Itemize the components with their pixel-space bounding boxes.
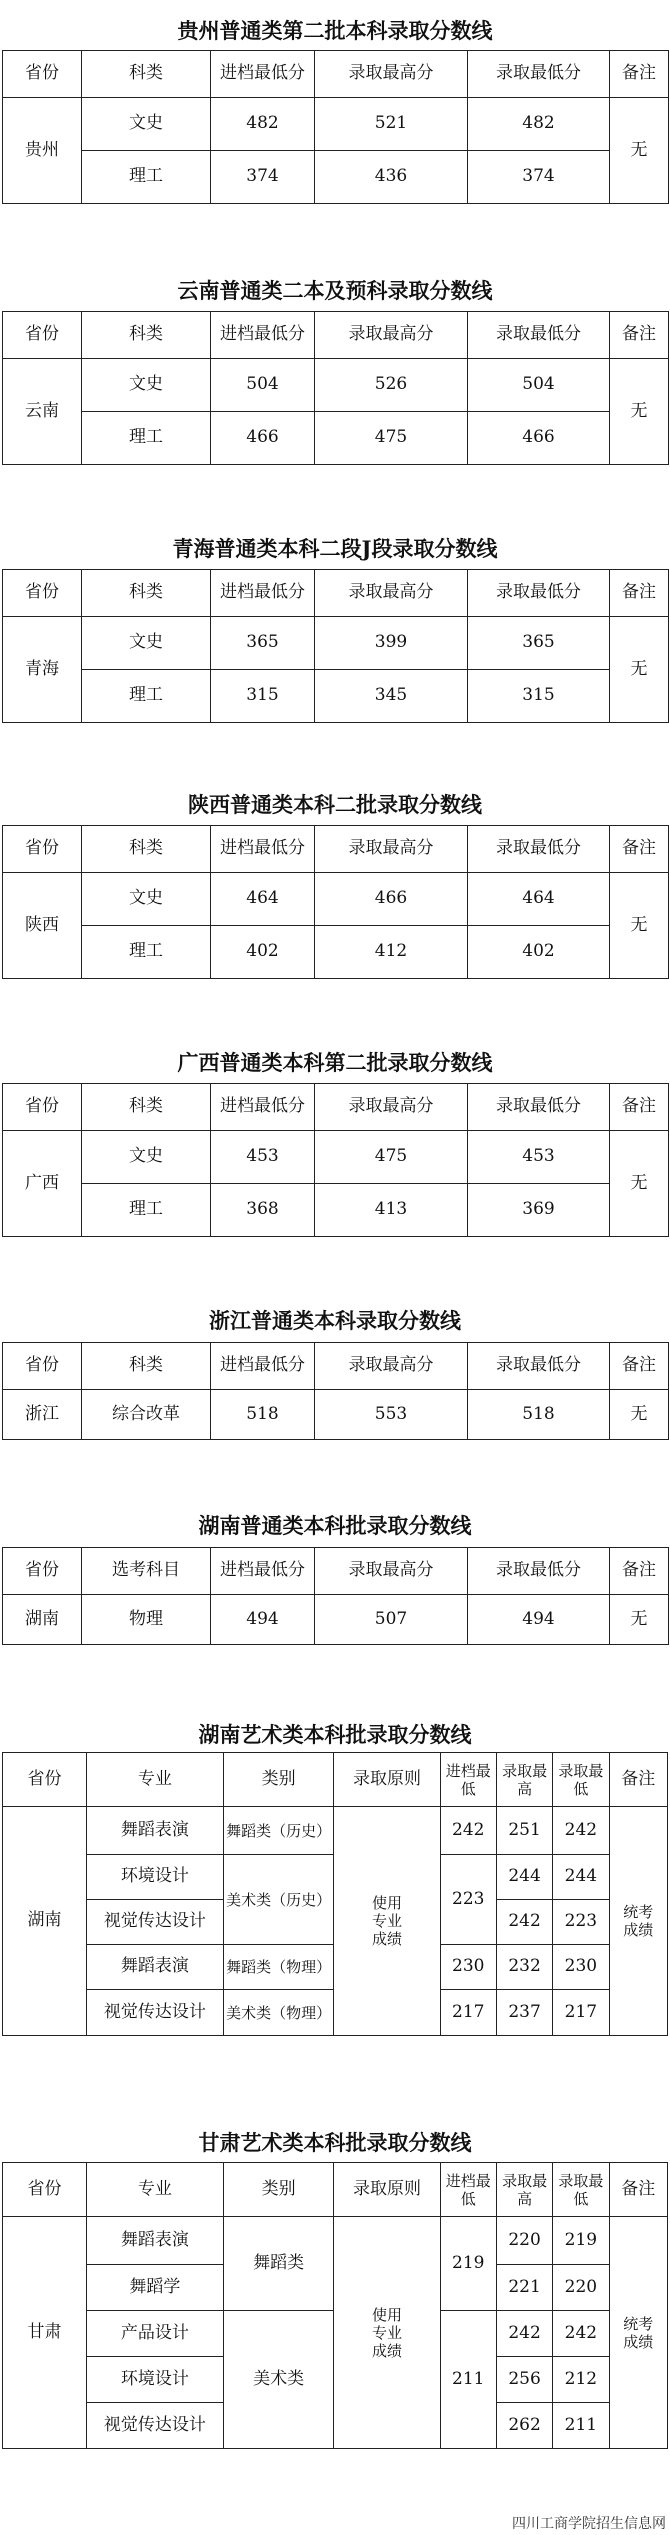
category-cell: 美术类（物理） xyxy=(223,1990,333,2036)
table-row xyxy=(3,1184,669,1237)
header-cell: 进档最低分 xyxy=(211,826,315,873)
value-cell: 507 xyxy=(315,1595,468,1645)
header-cell: 省份 xyxy=(3,51,82,98)
header-cell: 进档最低分 xyxy=(211,1084,315,1131)
value-cell: 412 xyxy=(315,926,468,979)
header-cell: 科类 xyxy=(82,1343,211,1390)
value-cell: 理工 xyxy=(82,926,211,979)
value-cell: 475 xyxy=(315,1131,468,1184)
value-cell: 475 xyxy=(315,412,468,465)
value-cell: 文史 xyxy=(82,1131,211,1184)
header-cell: 省份 xyxy=(3,1753,87,1807)
min-cell: 212 xyxy=(553,2357,609,2403)
category-cell: 美术类（历史） xyxy=(223,1855,333,1945)
max-cell: 256 xyxy=(496,2357,552,2403)
value-cell: 文史 xyxy=(82,873,211,926)
value-cell: 文史 xyxy=(82,98,211,151)
min-cell: 219 xyxy=(553,2217,609,2265)
max-cell: 232 xyxy=(496,1945,552,1990)
header-cell: 进档最低分 xyxy=(211,1343,315,1390)
table-header-row xyxy=(3,51,669,98)
header-cell: 科类 xyxy=(82,51,211,98)
major-cell: 环境设计 xyxy=(86,1855,223,1900)
note-cell: 无 xyxy=(610,1390,669,1440)
table-header-row xyxy=(3,1548,669,1595)
value-cell: 453 xyxy=(468,1131,610,1184)
province-cell: 湖南 xyxy=(3,1807,87,2036)
value-cell: 374 xyxy=(211,151,315,204)
major-cell: 舞蹈表演 xyxy=(86,1807,223,1855)
province-cell: 广西 xyxy=(3,1131,82,1237)
header-cell: 省份 xyxy=(3,312,82,359)
value-cell: 315 xyxy=(211,670,315,723)
max-cell: 251 xyxy=(496,1807,552,1855)
value-cell: 理工 xyxy=(82,151,211,204)
table-row xyxy=(3,617,669,670)
header-cell: 录取最低分 xyxy=(468,51,610,98)
header-cell: 录取最高分 xyxy=(315,1343,468,1390)
value-cell: 413 xyxy=(315,1184,468,1237)
header-cell: 录取最高 xyxy=(496,2163,552,2217)
header-cell: 录取最高分 xyxy=(315,826,468,873)
header-cell: 备注 xyxy=(610,1084,669,1131)
value-cell: 综合改革 xyxy=(82,1390,211,1440)
min-in-cell: 219 xyxy=(440,2217,496,2311)
min-in-cell: 217 xyxy=(440,1990,496,2036)
site-footer: 四川工商学院招生信息网 xyxy=(512,2516,666,2532)
category-cell: 舞蹈类（物理） xyxy=(223,1945,333,1990)
header-cell: 备注 xyxy=(610,312,669,359)
value-cell: 365 xyxy=(211,617,315,670)
major-cell: 舞蹈学 xyxy=(86,2265,223,2311)
score-table xyxy=(2,1547,669,1645)
value-cell: 理工 xyxy=(82,412,211,465)
table-header-row xyxy=(3,1753,668,1807)
table-row xyxy=(3,926,669,979)
province-cell: 贵州 xyxy=(3,98,82,204)
header-cell: 进档最低 xyxy=(440,1753,496,1807)
category-cell: 舞蹈类 xyxy=(223,2217,333,2311)
category-cell: 美术类 xyxy=(223,2311,333,2449)
note-cell: 无 xyxy=(610,1131,669,1237)
min-cell: 211 xyxy=(553,2403,609,2449)
section-title: 贵州普通类第二批本科录取分数线 xyxy=(177,18,493,43)
min-cell: 244 xyxy=(553,1855,609,1900)
value-cell: 文史 xyxy=(82,617,211,670)
header-cell: 科类 xyxy=(82,312,211,359)
header-cell: 备注 xyxy=(609,2163,667,2217)
table-header-row xyxy=(3,1084,669,1131)
header-cell: 录取最高 xyxy=(496,1753,552,1807)
header-cell: 进档最低分 xyxy=(211,570,315,617)
major-cell: 舞蹈表演 xyxy=(86,2217,223,2265)
min-cell: 230 xyxy=(553,1945,609,1990)
min-cell: 242 xyxy=(553,1807,609,1855)
table-row xyxy=(3,1131,669,1184)
min-in-cell: 223 xyxy=(440,1855,496,1945)
header-cell: 专业 xyxy=(86,1753,223,1807)
header-cell: 省份 xyxy=(3,570,82,617)
value-cell: 文史 xyxy=(82,359,211,412)
header-cell: 备注 xyxy=(609,1753,667,1807)
header-cell: 备注 xyxy=(610,826,669,873)
major-cell: 视觉传达设计 xyxy=(86,2403,223,2449)
major-cell: 视觉传达设计 xyxy=(86,1900,223,1945)
table-header-row xyxy=(3,826,669,873)
header-cell: 录取最低分 xyxy=(468,826,610,873)
header-cell: 进档最低分 xyxy=(211,51,315,98)
table-row xyxy=(3,1807,668,1855)
table-row xyxy=(3,412,669,465)
header-cell: 科类 xyxy=(82,1084,211,1131)
header-cell: 省份 xyxy=(3,826,82,873)
max-cell: 221 xyxy=(496,2265,552,2311)
header-cell: 录取最高分 xyxy=(315,570,468,617)
province-cell: 云南 xyxy=(3,359,82,465)
header-cell: 进档最低 xyxy=(440,2163,496,2217)
note-cell: 统考成绩 xyxy=(609,2217,667,2449)
value-cell: 553 xyxy=(315,1390,468,1440)
major-cell: 环境设计 xyxy=(86,2357,223,2403)
value-cell: 理工 xyxy=(82,670,211,723)
min-cell: 223 xyxy=(553,1900,609,1945)
hunan-art-table xyxy=(2,1752,668,2036)
table-row xyxy=(3,1390,669,1440)
value-cell: 436 xyxy=(315,151,468,204)
table-row xyxy=(3,98,669,151)
table-row xyxy=(3,151,669,204)
value-cell: 理工 xyxy=(82,1184,211,1237)
table-row xyxy=(3,359,669,412)
min-in-cell: 211 xyxy=(440,2311,496,2449)
section-title: 湖南普通类本科批录取分数线 xyxy=(198,1513,472,1538)
header-cell: 科类 xyxy=(82,826,211,873)
value-cell: 物理 xyxy=(82,1595,211,1645)
section-title: 青海普通类本科二段J段录取分数线 xyxy=(172,536,498,561)
value-cell: 374 xyxy=(468,151,610,204)
value-cell: 466 xyxy=(211,412,315,465)
header-cell: 录取最低 xyxy=(553,1753,609,1807)
table-header-row xyxy=(3,2163,668,2217)
header-cell: 类别 xyxy=(223,1753,333,1807)
header-cell: 省份 xyxy=(3,1084,82,1131)
note-cell: 无 xyxy=(610,873,669,979)
max-cell: 220 xyxy=(496,2217,552,2265)
table-header-row xyxy=(3,312,669,359)
rule-cell: 使用专业成绩 xyxy=(334,1807,440,2036)
header-cell: 进档最低分 xyxy=(211,312,315,359)
hunan-art-title: 湖南艺术类本科批录取分数线 xyxy=(198,1722,472,1747)
header-cell: 科类 xyxy=(82,570,211,617)
min-in-cell: 230 xyxy=(440,1945,496,1990)
min-cell: 220 xyxy=(553,2265,609,2311)
header-cell: 省份 xyxy=(3,1548,82,1595)
header-cell: 备注 xyxy=(610,1548,669,1595)
header-cell: 录取最低分 xyxy=(468,312,610,359)
province-cell: 青海 xyxy=(3,617,82,723)
max-cell: 242 xyxy=(496,2311,552,2357)
value-cell: 315 xyxy=(468,670,610,723)
header-cell: 类别 xyxy=(223,2163,333,2217)
min-cell: 217 xyxy=(553,1990,609,2036)
major-cell: 舞蹈表演 xyxy=(86,1945,223,1990)
value-cell: 466 xyxy=(315,873,468,926)
value-cell: 494 xyxy=(468,1595,610,1645)
header-cell: 录取最低分 xyxy=(468,570,610,617)
table-row xyxy=(3,873,669,926)
table-row xyxy=(3,1595,669,1645)
header-cell: 录取原则 xyxy=(334,2163,440,2217)
value-cell: 399 xyxy=(315,617,468,670)
value-cell: 368 xyxy=(211,1184,315,1237)
value-cell: 402 xyxy=(211,926,315,979)
value-cell: 402 xyxy=(468,926,610,979)
major-cell: 产品设计 xyxy=(86,2311,223,2357)
value-cell: 453 xyxy=(211,1131,315,1184)
header-cell: 备注 xyxy=(610,570,669,617)
header-cell: 省份 xyxy=(3,2163,87,2217)
note-cell: 无 xyxy=(610,359,669,465)
max-cell: 237 xyxy=(496,1990,552,2036)
header-cell: 录取最低分 xyxy=(468,1084,610,1131)
rule-cell: 使用专业成绩 xyxy=(334,2217,440,2449)
note-cell: 无 xyxy=(610,98,669,204)
header-cell: 录取最高分 xyxy=(315,51,468,98)
score-table xyxy=(2,50,669,204)
gansu-art-table xyxy=(2,2162,668,2449)
header-cell: 专业 xyxy=(86,2163,223,2217)
table-row xyxy=(3,2217,668,2265)
score-table xyxy=(2,1342,669,1440)
table-header-row xyxy=(3,1343,669,1390)
max-cell: 262 xyxy=(496,2403,552,2449)
value-cell: 464 xyxy=(211,873,315,926)
score-table xyxy=(2,1083,669,1237)
min-in-cell: 242 xyxy=(440,1807,496,1855)
province-cell: 浙江 xyxy=(3,1390,82,1440)
section-title: 陕西普通类本科二批录取分数线 xyxy=(188,792,482,817)
section-title: 云南普通类二本及预科录取分数线 xyxy=(177,278,493,303)
province-cell: 陕西 xyxy=(3,873,82,979)
note-cell: 无 xyxy=(610,1595,669,1645)
table-row xyxy=(3,670,669,723)
max-cell: 244 xyxy=(496,1855,552,1900)
value-cell: 521 xyxy=(315,98,468,151)
gansu-art-title: 甘肃艺术类本科批录取分数线 xyxy=(198,2130,472,2155)
min-cell: 242 xyxy=(553,2311,609,2357)
header-cell: 省份 xyxy=(3,1343,82,1390)
province-cell: 甘肃 xyxy=(3,2217,87,2449)
header-cell: 录取最高分 xyxy=(315,1084,468,1131)
value-cell: 482 xyxy=(468,98,610,151)
header-cell: 录取最低分 xyxy=(468,1343,610,1390)
value-cell: 482 xyxy=(211,98,315,151)
header-cell: 录取最高分 xyxy=(315,312,468,359)
header-cell: 录取原则 xyxy=(334,1753,440,1807)
header-cell: 选考科目 xyxy=(82,1548,211,1595)
value-cell: 464 xyxy=(468,873,610,926)
section-title: 浙江普通类本科录取分数线 xyxy=(209,1308,461,1333)
note-cell: 无 xyxy=(610,617,669,723)
section-title: 广西普通类本科第二批录取分数线 xyxy=(177,1050,493,1075)
header-cell: 录取最低分 xyxy=(468,1548,610,1595)
value-cell: 365 xyxy=(468,617,610,670)
header-cell: 录取最高分 xyxy=(315,1548,468,1595)
value-cell: 518 xyxy=(211,1390,315,1440)
score-table xyxy=(2,825,669,979)
value-cell: 526 xyxy=(315,359,468,412)
max-cell: 242 xyxy=(496,1900,552,1945)
value-cell: 345 xyxy=(315,670,468,723)
header-cell: 备注 xyxy=(610,51,669,98)
value-cell: 494 xyxy=(211,1595,315,1645)
score-table xyxy=(2,569,669,723)
value-cell: 504 xyxy=(468,359,610,412)
value-cell: 369 xyxy=(468,1184,610,1237)
header-cell: 进档最低分 xyxy=(211,1548,315,1595)
province-cell: 湖南 xyxy=(3,1595,82,1645)
value-cell: 504 xyxy=(211,359,315,412)
category-cell: 舞蹈类（历史） xyxy=(223,1807,333,1855)
value-cell: 518 xyxy=(468,1390,610,1440)
score-table xyxy=(2,311,669,465)
header-cell: 录取最低 xyxy=(553,2163,609,2217)
value-cell: 466 xyxy=(468,412,610,465)
table-header-row xyxy=(3,570,669,617)
header-cell: 备注 xyxy=(610,1343,669,1390)
note-cell: 统考成绩 xyxy=(609,1807,667,2036)
major-cell: 视觉传达设计 xyxy=(86,1990,223,2036)
